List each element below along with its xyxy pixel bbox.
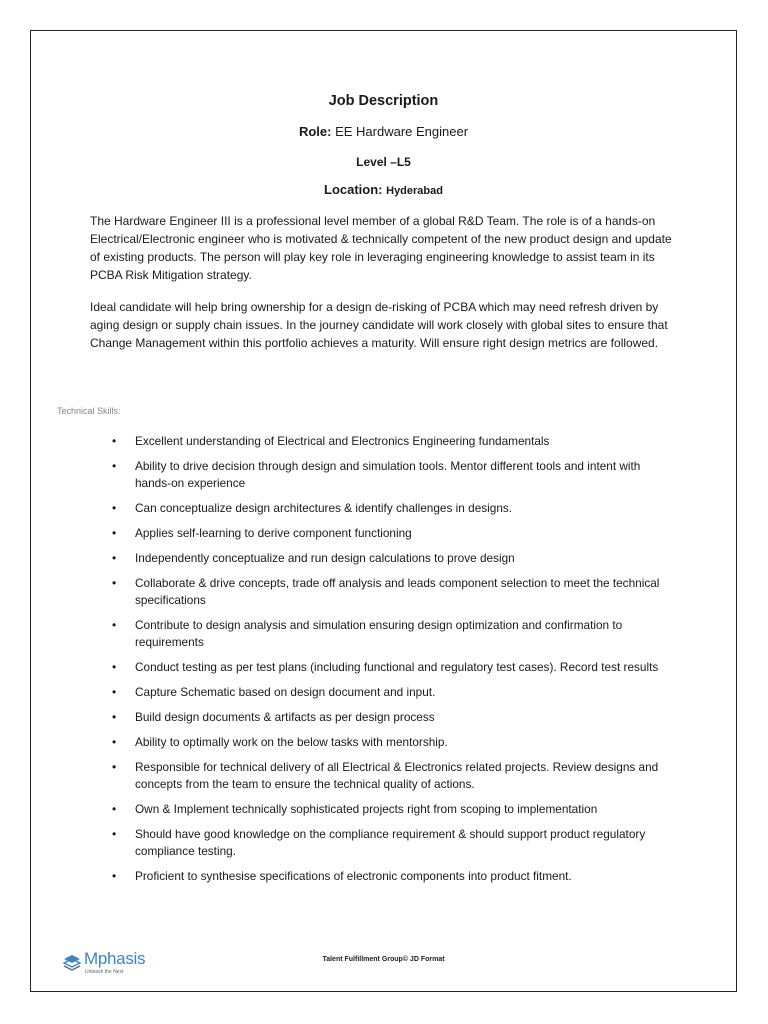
list-item <box>112 801 678 818</box>
list-item-text: Own & Implement technically sophisticated projects right from scoping to implementation <box>135 802 598 816</box>
bullet-icon: • <box>112 576 117 590</box>
role-value: EE Hardware Engineer <box>335 124 469 139</box>
bullet-icon: • <box>112 869 117 883</box>
bullet-icon: • <box>112 710 117 724</box>
list-item <box>112 575 678 609</box>
list-item-text: Conduct testing as per test plans (including functional and regulatory test cases). Record test results <box>135 660 659 674</box>
list-item-text: Can conceptualize design architectures & identify challenges in designs. <box>135 501 513 515</box>
list-item-text: Independently conceptualize and run design calculations to prove design <box>135 551 515 565</box>
list-item <box>112 550 678 567</box>
list-item-text: Ability to optimally work on the below tasks with mentorship. <box>135 735 448 749</box>
bullet-icon: • <box>112 802 117 816</box>
list-item <box>112 868 678 885</box>
bullet-icon: • <box>112 434 117 448</box>
technical-skills-heading: Technical Skills: <box>57 406 121 416</box>
bullet-icon: • <box>112 459 117 473</box>
list-item-text: Build design documents & artifacts as per design process <box>135 710 435 724</box>
list-item-text: Applies self-learning to derive component functioning <box>135 526 412 540</box>
bullet-icon: • <box>112 618 117 632</box>
list-item <box>112 759 678 793</box>
bullet-icon: • <box>112 760 117 774</box>
list-item <box>112 684 678 701</box>
intro-paragraph: The Hardware Engineer III is a professional level member of a global R&D Team. The role is of a hands-on Electrical/Electronic engineer who is motivated & technically competent of the new product design and update of existing products. The person will play key role in leveraging engineering knowledge to assist team in its PCBA Risk Mitigation strategy. <box>90 214 672 282</box>
list-item <box>112 433 678 450</box>
list-item <box>112 659 678 676</box>
company-logo <box>62 950 162 976</box>
level-line: Level –L5 <box>356 155 411 169</box>
bullet-icon: • <box>112 827 117 841</box>
list-item-text: Proficient to synthesise specifications of electronic components into product fitment. <box>135 869 572 883</box>
list-item-text: Contribute to design analysis and simulation ensuring design optimization and confirmation to requirements <box>135 618 623 649</box>
document-title: Job Description <box>328 93 439 109</box>
technical-skills-list <box>112 433 678 893</box>
logo-wordmark: Mphasis <box>84 949 146 968</box>
bullet-icon: • <box>112 526 117 540</box>
bullet-icon: • <box>112 685 117 699</box>
logo-tagline: Unleash the Next <box>85 969 124 975</box>
location-value: Hyderabad <box>386 185 443 197</box>
list-item <box>112 826 678 860</box>
role-line <box>30 124 737 139</box>
list-item-text: Responsible for technical delivery of all Electrical & Electronics related projects. Review designs and concepts from the team to ensure the technical quality of actions. <box>135 760 659 791</box>
candidate-paragraph: Ideal candidate will help bring ownership for a design de-risking of PCBA which may need refresh driven by aging design or supply chain issues. In the journey candidate will work closely with global sites to ensure that Change Management within this portfolio achieves a maturity. Will ensure right design metrics are followed. <box>90 300 668 350</box>
list-item-text: Excellent understanding of Electrical and Electronics Engineering fundamentals <box>135 434 550 448</box>
list-item-text: Ability to drive decision through design and simulation tools. Mentor different tools and intent with hands-on experience <box>135 459 641 490</box>
bullet-icon: • <box>112 735 117 749</box>
list-item-text: Capture Schematic based on design document and input. <box>135 685 436 699</box>
bullet-icon: • <box>112 551 117 565</box>
list-item <box>112 709 678 726</box>
role-label: Role: <box>298 124 332 139</box>
bullet-icon: • <box>112 660 117 674</box>
bullet-icon: • <box>112 501 117 515</box>
list-item <box>112 734 678 751</box>
footer-text: Talent Fulfillment Group© JD Format <box>322 956 445 963</box>
list-item <box>112 458 678 492</box>
list-item <box>112 500 678 517</box>
location-line <box>30 182 737 197</box>
location-label: Location: <box>324 182 383 197</box>
list-item <box>112 617 678 651</box>
list-item-text: Collaborate & drive concepts, trade off analysis and leads component selection to meet the technical specifications <box>135 576 660 607</box>
list-item <box>112 525 678 542</box>
list-item-text: Should have good knowledge on the compliance requirement & should support product regulatory compliance testing. <box>135 827 646 858</box>
